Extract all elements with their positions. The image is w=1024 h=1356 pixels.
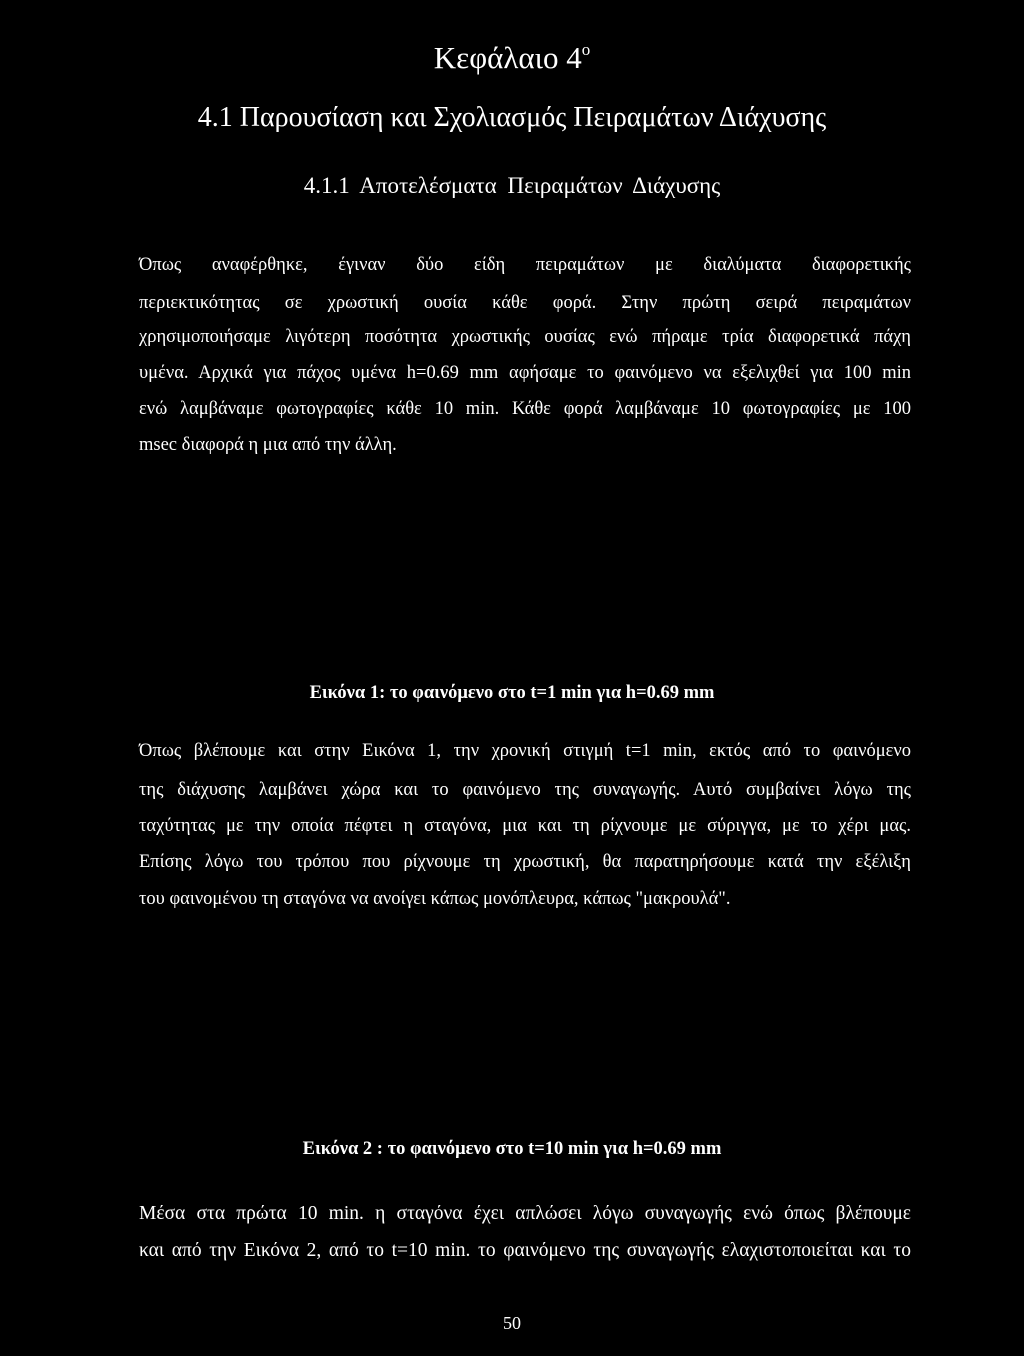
chapter-title-text: Κεφάλαιο 4 — [433, 40, 582, 75]
figure-1-caption: Εικόνα 1: το φαινόμενο στο t=1 min για h=0.69 mm — [309, 683, 715, 703]
paragraph-1-line-5: ενώ λαμβάναμε φωτογραφίες κάθε 10 min. Κάθε φορά λαμβάναμε 10 φωτογραφίες με 100 — [139, 399, 911, 419]
paragraph-3-line-1: Μέσα στα πρώτα 10 min. η σταγόνα έχει απλώσει λόγω συναγωγής ενώ όπως βλέπουμε — [139, 1203, 911, 1224]
paragraph-2-line-3: ταχύτητας με την οποία πέφτει η σταγόνα, μια και τη ρίχνουμε με σύριγγα, με το χέρι μας. — [139, 816, 911, 836]
paragraph-2-line-2: της διάχυσης λαμβάνει χώρα και το φαινόμενο της συναγωγής. Αυτό συμβαίνει λόγω της — [139, 780, 911, 800]
paragraph-2-line-5: του φαινομένου τη σταγόνα να ανοίγει κάπως μονόπλευρα, κάπως "μακρουλά". — [139, 889, 731, 909]
paragraph-1-line-4: υμένα. Αρχικά για πάχος υμένα h=0.69 mm αφήσαμε το φαινόμενο να εξελιχθεί για 100 min — [139, 363, 911, 383]
paragraph-1-line-3: χρησιμοποιήσαμε λιγότερη ποσότητα χρωστικής ουσίας ενώ πήραμε τρία διαφορετικά πάχη — [139, 327, 911, 347]
paragraph-2-line-1: Όπως βλέπουμε και στην Εικόνα 1, την χρονική στιγμή t=1 min, εκτός από το φαινόμενο — [139, 741, 911, 761]
paragraph-1-line-1: Όπως αναφέρθηκε, έγιναν δύο είδη πειραμάτων με διαλύματα διαφορετικής — [139, 255, 911, 275]
chapter-title — [0, 38, 1024, 78]
paragraph-3-line-2: και από την Εικόνα 2, από το t=10 min. το φαινόμενο της συναγωγής ελαχιστοποιείται και το — [139, 1240, 911, 1261]
subsection-title: 4.1.1 Αποτελέσματα Πειραμάτων Διάχυσης — [303, 173, 721, 198]
figure-2-caption: Εικόνα 2 : το φαινόμενο στο t=10 min για h=0.69 mm — [302, 1139, 722, 1159]
chapter-title-superscript: ο — [581, 40, 591, 59]
paragraph-1-line-6: msec διαφορά η μια από την άλλη. — [139, 435, 397, 455]
paragraph-2-line-4: Επίσης λόγω του τρόπου που ρίχνουμε τη χρωστική, θα παρατηρήσουμε κατά την εξέλιξη — [139, 852, 911, 872]
page-number: 50 — [503, 1313, 521, 1333]
figure-2-image — [139, 920, 911, 1130]
figure-1-image — [139, 470, 911, 670]
section-title: 4.1 Παρουσίαση και Σχολιασμός Πειραμάτων Διάχυσης — [197, 102, 827, 133]
paragraph-1-line-2: περιεκτικότητας σε χρωστική ουσία κάθε φορά. Στην πρώτη σειρά πειραμάτων — [139, 293, 911, 313]
